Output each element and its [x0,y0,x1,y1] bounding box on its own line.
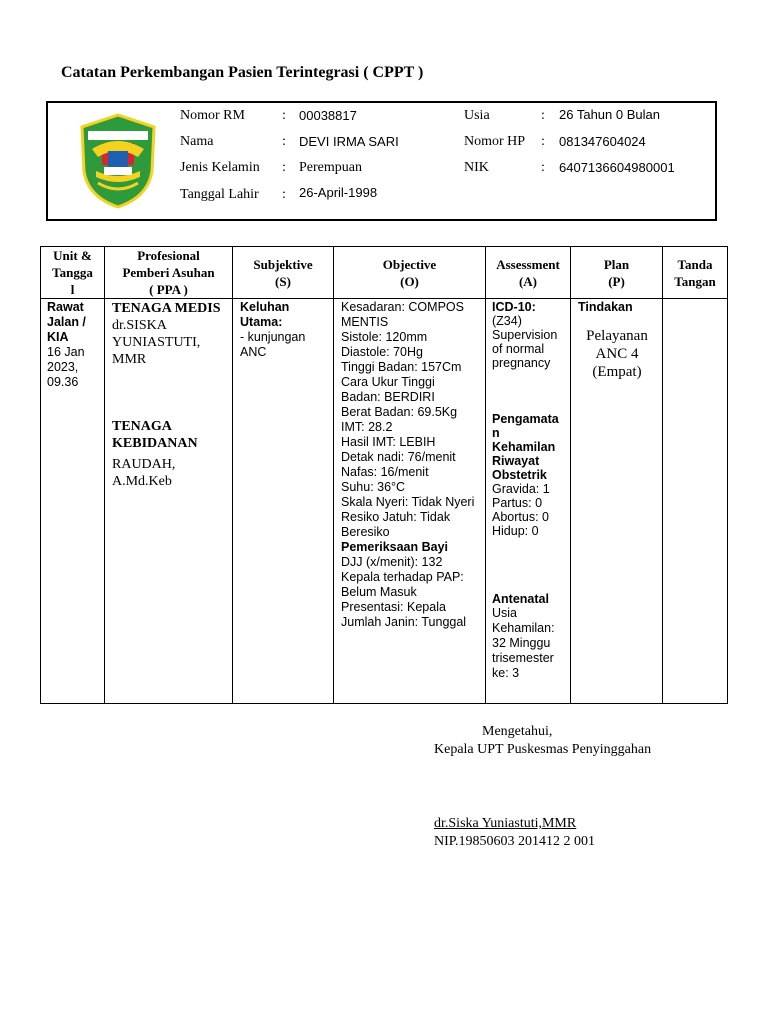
label-nomor-rm: Nomor RM [180,108,245,123]
value-tanggal-lahir: 26-April-1998 [299,185,378,200]
cell-tanda-tangan [663,299,728,704]
cppt-table [40,246,728,704]
label-jenis-kelamin: Jenis Kelamin [180,160,260,175]
label-tanggal-lahir: Tanggal Lahir [180,187,259,202]
table-row [41,299,728,704]
footer-mengetahui: Mengetahui, [482,724,553,739]
sep: : [282,108,286,123]
sep: : [282,134,286,149]
label-usia: Usia [464,108,490,123]
sep: : [541,134,545,149]
header-objective: Objective (O) [334,247,486,299]
label-nik: NIK [464,160,489,175]
cell-ppa: TENAGA MEDIS dr.SISKA YUNIASTUTI, MMR TENAGA KEBIDANAN RAUDAH, A.Md.Keb [105,299,233,704]
header-unit: Unit & Tangga l [41,247,105,299]
label-nomor-hp: Nomor HP [464,134,526,149]
value-nama: DEVI IRMA SARI [299,134,399,149]
sep: : [541,160,545,175]
value-nomor-rm: 00038817 [299,108,357,123]
table-header-row [41,247,728,299]
value-nik: 6407136604980001 [559,160,675,175]
sep: : [282,187,286,202]
value-jenis-kelamin: Perempuan [299,160,362,175]
cell-objective: Kesadaran: COMPOS MENTIS Sistole: 120mm Diastole: 70Hg Tinggi Badan: 157Cm Cara Ukur Tinggi Badan: BERDIRI Berat Badan: 69.5Kg IMT: 28.2 Hasil IMT: LEBIH Detak nadi: 76/menit Nafas: 16/menit Suhu: 36°C Skala Nyeri: Tidak Nyeri Resiko Jatuh: Tidak Beresiko Pemeriksaan Bayi DJJ (x/menit): 132 Kepala terhadap PAP: Belum Masuk Presentasi: Kepala Jumlah Janin: Tunggal [334,299,486,704]
sep: : [282,160,286,175]
label-nama: Nama [180,134,214,149]
header-subjective: Subjektive (S) [233,247,334,299]
value-nomor-hp: 081347604024 [559,134,646,149]
header-assessment: Assessment (A) [486,247,571,299]
kabupaten-logo-icon [78,113,158,209]
cell-plan: Tindakan Pelayanan ANC 4 (Empat) [571,299,663,704]
sep: : [541,108,545,123]
footer-kepala: Kepala UPT Puskesmas Penyinggahan [434,742,652,757]
patient-info-box [46,101,717,221]
page-title: Catatan Perkembangan Pasien Terintegrasi ( CPPT ) [61,64,424,81]
footer-signer-name: dr.Siska Yuniastuti,MMR [434,816,577,831]
header-ppa: Profesional Pemberi Asuhan ( PPA ) [105,247,233,299]
footer-nip: NIP.19850603 201412 2 001 [434,834,596,849]
header-tanda-tangan: Tanda Tangan [663,247,728,299]
header-plan: Plan (P) [571,247,663,299]
value-usia: 26 Tahun 0 Bulan [559,107,660,122]
cell-assessment: ICD-10: (Z34) Supervision of normal pregnancy Pengamata n Kehamilan Riwayat Obstetrik Gravida: 1 Partus: 0 Abortus: 0 Hidup: 0 Antenatal Usia Kehamilan: 32 Minggu trisemester ke: 3 [486,299,571,704]
cell-unit: Rawat Jalan / KIA 16 Jan 2023, 09.36 [41,299,105,704]
cell-subjective: Keluhan Utama: - kunjungan ANC [233,299,334,704]
